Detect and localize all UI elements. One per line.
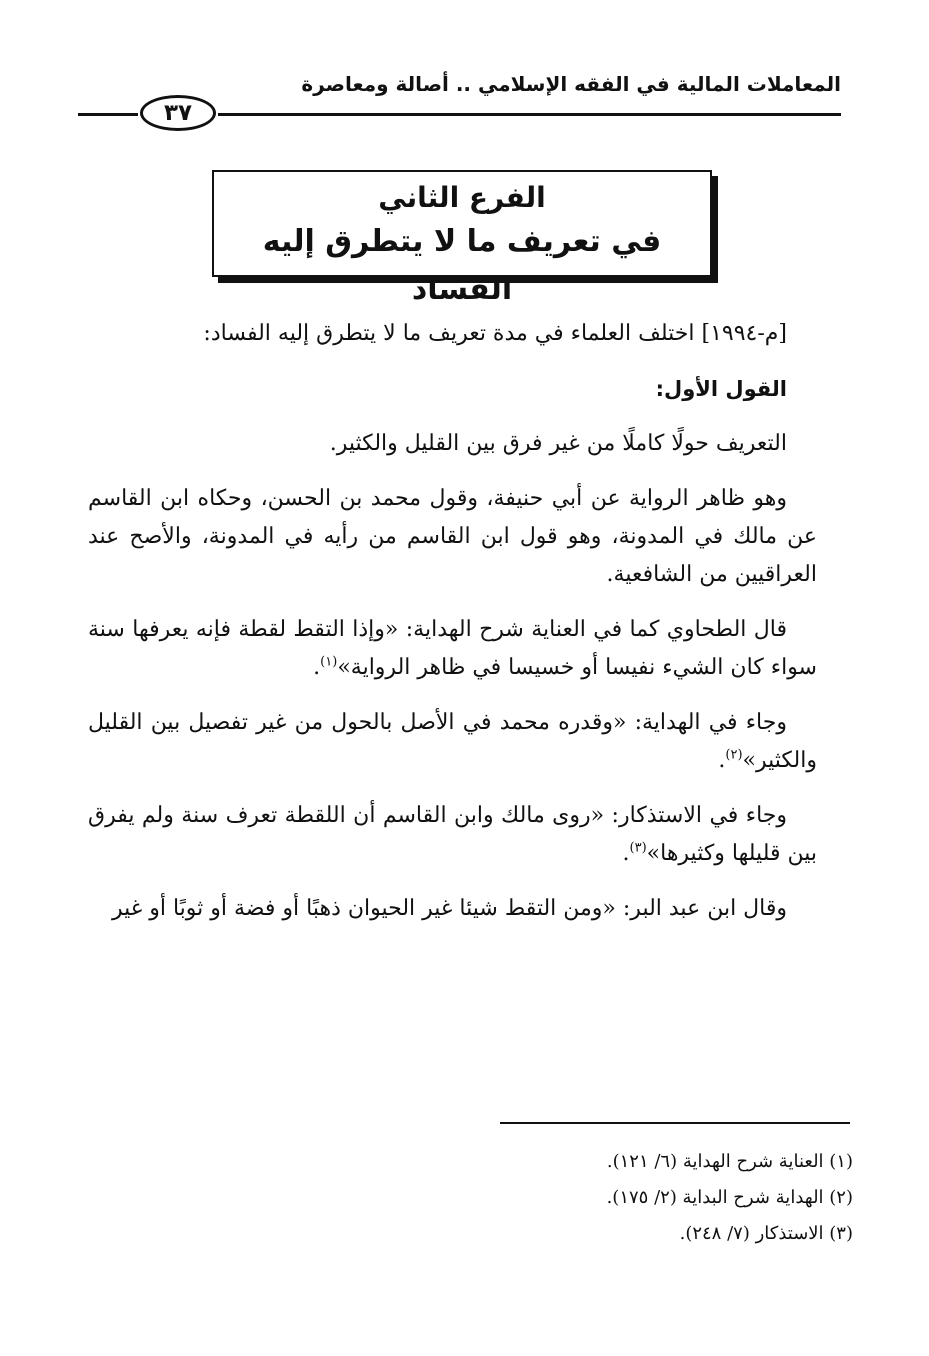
paragraph-hidaya: وجاء في الهداية: «وقدره محمد في الأصل بالحول من غير تفصيل بين القليل والكثير»$^{(٢)}$. [88, 710, 817, 773]
paragraph-hidaya-text: وجاء في الهداية: «وقدره محمد في الأصل بالحول من غير تفصيل بين القليل والكثير» [88, 710, 817, 773]
footnotes [353, 1144, 853, 1252]
footnote-ref-3: (٣) [629, 840, 647, 856]
footnote-2: (٢) الهداية شرح البداية (٢/ ١٧٥). [606, 1187, 853, 1208]
body-text [88, 315, 817, 945]
paragraph-istidhkar-text: وجاء في الاستذكار: «روى مالك وابن القاسم أن اللقطة تعرف سنة ولم يفرق بين قليلها وكثيرها» [88, 803, 817, 866]
header-rule-right [218, 113, 841, 116]
section-title-line1: الفرع الثاني [378, 181, 546, 214]
section-title-line2: في تعريف ما لا يتطرق إليه الفساد [262, 224, 662, 307]
footnote-ref-1: (١) [320, 654, 338, 670]
footnote-3: (٣) الاستذكار (٧/ ٢٤٨). [679, 1223, 853, 1244]
footnote-ref-2: (٢) [725, 747, 743, 763]
paragraph-intro: [م-١٩٩٤] اختلف العلماء في مدة تعريف ما لا يتطرق إليه الفساد: [203, 321, 787, 346]
page-number: ٣٧ [140, 95, 216, 131]
footnote-separator [500, 1122, 850, 1124]
paragraph-ibn-abd-al-barr: وقال ابن عبد البر: «ومن التقط شيئا غير الحيوان ذهبًا أو فضة أو ثوبًا أو غير [111, 896, 787, 921]
paragraph-attribution: وهو ظاهر الرواية عن أبي حنيفة، وقول محمد بن الحسن، وحكاه ابن القاسم عن مالك في المدونة، وهو قول ابن القاسم من رأيه في المدونة، والأصح عند العراقيين من الشافعية. [88, 486, 817, 587]
paragraph-tahawi: قال الطحاوي كما في العناية شرح الهداية: «وإذا التقط لقطة فإنه يعرفها سنة سواء كان الشيء نفيسا أو خسيسا في ظاهر الرواية»$^{(١)}$. [88, 617, 817, 680]
paragraph-opinion-1: التعريف حولًا كاملًا من غير فرق بين القليل والكثير. [329, 431, 787, 456]
heading-first-opinion: القول الأول: [655, 377, 787, 401]
footnote-1: (١) العناية شرح الهداية (٦/ ١٢١). [606, 1151, 853, 1172]
section-title-box [212, 170, 712, 307]
paragraph-tahawi-text: قال الطحاوي كما في العناية شرح الهداية: «وإذا التقط لقطة فإنه يعرفها سنة سواء كان الشيء نفيسا أو خسيسا في ظاهر الرواية» [88, 617, 817, 680]
paragraph-istidhkar: وجاء في الاستذكار: «روى مالك وابن القاسم أن اللقطة تعرف سنة ولم يفرق بين قليلها وكثيرها»$^{(٣)}$. [88, 803, 817, 866]
header-rule-left [78, 113, 138, 116]
running-title: المعاملات المالية في الفقه الإسلامي .. أصالة ومعاصرة [301, 72, 841, 96]
